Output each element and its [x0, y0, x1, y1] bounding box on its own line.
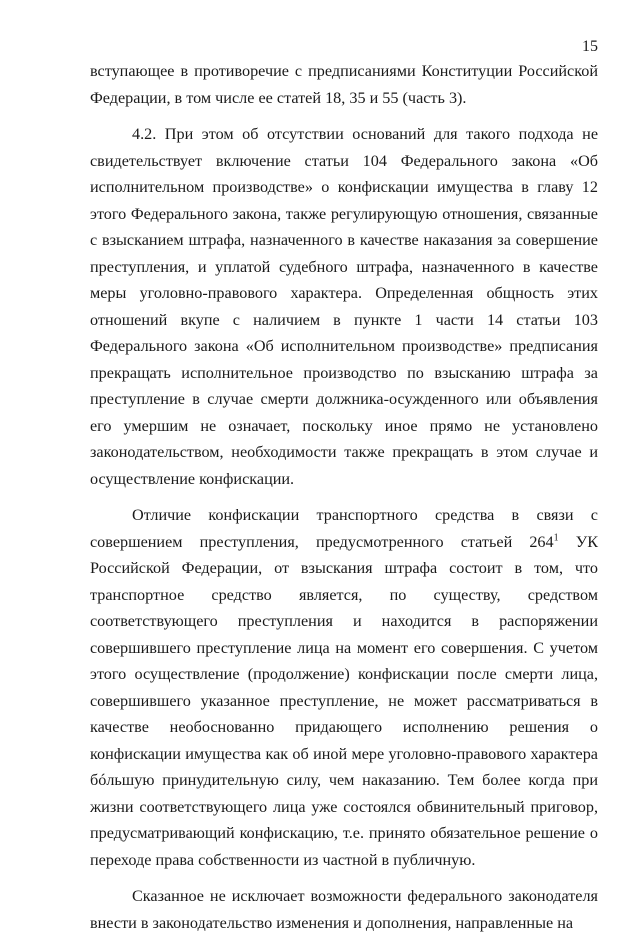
paragraph-confiscation-difference — [90, 502, 598, 873]
document-body — [90, 58, 598, 936]
paragraph-text-before: Отличие конфискации транспортного средства в связи с совершением преступления, предусмотренного статьей 264 — [90, 506, 598, 551]
article-superscript: 1 — [553, 532, 559, 544]
paragraph-continuation: вступающее в противоречие с предписаниями Конституции Российской Федерации, в том числе ее статей 18, 35 и 55 (часть 3). — [90, 62, 598, 107]
paragraph-text-after: УК Российской Федерации, от взыскания штрафа состоит в том, что транспортное средство является, по существу, средством соответствующего преступления и находится в распоряжении совершившего преступление лица на момент его совершения. С учетом этого осуществление (продолжение) конфискации после смерти лица, совершившего указанное преступление, не может рассматриваться в качестве необоснованно придающего исполнению решения о конфискации имущества как об иной мере уголовно-правового характера бóльшую принудительную силу, чем наказанию. Тем более когда при жизни соответствующего лица уже состоялся обвинительный приговор, предусматривающий конфискацию, т.е. принято обязательное решение о переходе права собственности из частной в публичную. — [90, 532, 598, 869]
paragraph-4-2: 4.2. При этом об отсутствии оснований для такого подхода не свидетельствует включение статьи 104 Федерального закона «Об исполнительном производстве» о конфискации имущества в главу 12 этого Федерального закона, также регулирующую отношения, связанные с взысканием штрафа, назначенного в качестве наказания за совершение преступления, и уплатой судебного штрафа, назначенного в качестве меры уголовно-правового характера. Определенная общность этих отношений вкупе с наличием в пункте 1 части 14 статьи 103 Федерального закона «Об исполнительном производстве» предписания прекращать исполнительное производство по взысканию штрафа за преступление в случае смерти должника-осужденного или объявления его умершим не означает, поскольку иное прямо не установлено законодательством, необходимости также прекращать в этом случае и осуществление конфискации. — [90, 125, 598, 488]
page-number: 15 — [582, 38, 598, 55]
paragraph-legislator-note: Сказанное не исключает возможности федерального законодателя внести в законодательство изменения и дополнения, направленные на — [90, 887, 598, 932]
